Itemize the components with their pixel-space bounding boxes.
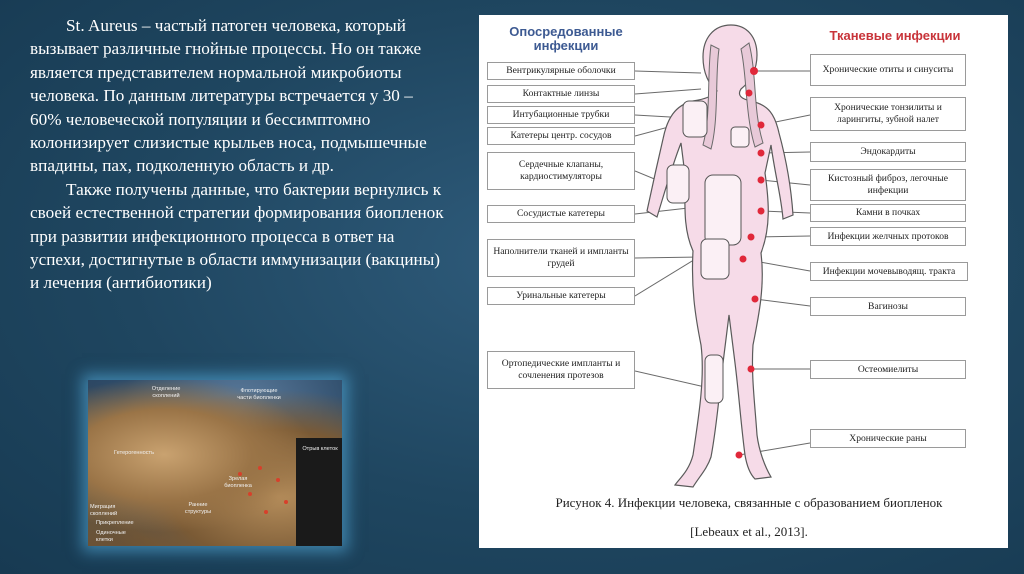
right-item-cystic-fibrosis: Кистозный фиброз, легочные инфекции [810, 169, 966, 201]
biofilm-infections-figure [479, 15, 1008, 548]
left-item-central-catheters: Катетеры центр. сосудов [487, 127, 635, 145]
label-single-cells: Одиночные клетки [96, 530, 126, 543]
left-item-intubation: Интубационные трубки [487, 106, 635, 124]
figure-caption: Рисунок 4. Инфекции человека, связанные с образованием биопленок [555, 495, 943, 510]
bacteria-dot [276, 478, 280, 482]
right-item-bile-ducts: Инфекции желчных протоков [810, 227, 966, 246]
left-item-vascular-catheters: Сосудистые катетеры [487, 205, 635, 223]
label-detachment: Отделение скоплений [151, 386, 181, 399]
left-item-urinary-catheters: Уринальные катетеры [487, 287, 635, 305]
bacteria-dot [238, 472, 242, 476]
right-item-kidney-stones: Камни в почках [810, 204, 966, 222]
label-mature: Зрелая биопленка [224, 476, 252, 489]
paragraph-1: St. Aureus – частый патоген человека, который вызывает различные гнойные процессы. Но он также является представителем нормальной микробиоты человека. По данным литературы встречается у 30 – 60% человеческой популяции и бессимптомно колонизирует слизистые крыльев носа, подмышечные впадины, пах, подколенную область и др. [30, 16, 427, 176]
label-floating: Флотирующие части биопленки [237, 388, 281, 401]
left-item-ventricular: Вентрикулярные оболочки [487, 62, 635, 80]
main-text [30, 14, 445, 295]
label-attachment: Прикрепление [96, 520, 134, 526]
bacteria-dot [248, 492, 252, 496]
left-item-orthopedic-implants: Ортопедические импланты и сочленения протезов [487, 351, 635, 389]
right-item-chronic-wounds: Хронические раны [810, 429, 966, 448]
paragraph-2: Также получены данные, что бактерии вернулись к своей естественной стратегии формирования биопленок при развитии инфекционного процесса в ответ на успехи, достигнутые в области иммунизации (вакцины) и лечения (антибиотики) [30, 179, 444, 293]
left-item-contact-lenses: Контактные линзы [487, 85, 635, 103]
left-item-heart-valves: Сердечные клапаны, кардиостимуляторы [487, 152, 635, 190]
right-item-osteomyelitis: Остеомиелиты [810, 360, 966, 379]
bacteria-dot [264, 510, 268, 514]
left-heading: Опосредованные инфекции [509, 24, 623, 53]
biofilm-illustration [88, 380, 342, 546]
right-item-urinary-tract: Инфекции мочевыводящ. тракта [810, 262, 968, 281]
figure-citation: [Lebeaux et al., 2013]. [690, 524, 808, 539]
left-item-breast-implants: Наполнители тканей и импланты грудей [487, 239, 635, 277]
label-cell-detachment: Отрыв клеток [302, 446, 338, 452]
label-early: Ранние структуры [184, 502, 212, 515]
right-item-vaginosis: Вагинозы [810, 297, 966, 316]
bacteria-dot [284, 500, 288, 504]
label-migration: Миграция скоплений [90, 504, 118, 517]
dark-region [296, 438, 342, 546]
right-item-tonsillitis: Хронические тонзилиты и ларингиты, зубной налет [810, 97, 966, 131]
label-heterogeneity: Гетерогенность [113, 450, 154, 456]
right-heading: Тканевые инфекции [829, 28, 961, 43]
bacteria-dot [258, 466, 262, 470]
right-item-endocarditis: Эндокардиты [810, 142, 966, 162]
right-item-otitis: Хронические отиты и синуситы [810, 54, 966, 86]
